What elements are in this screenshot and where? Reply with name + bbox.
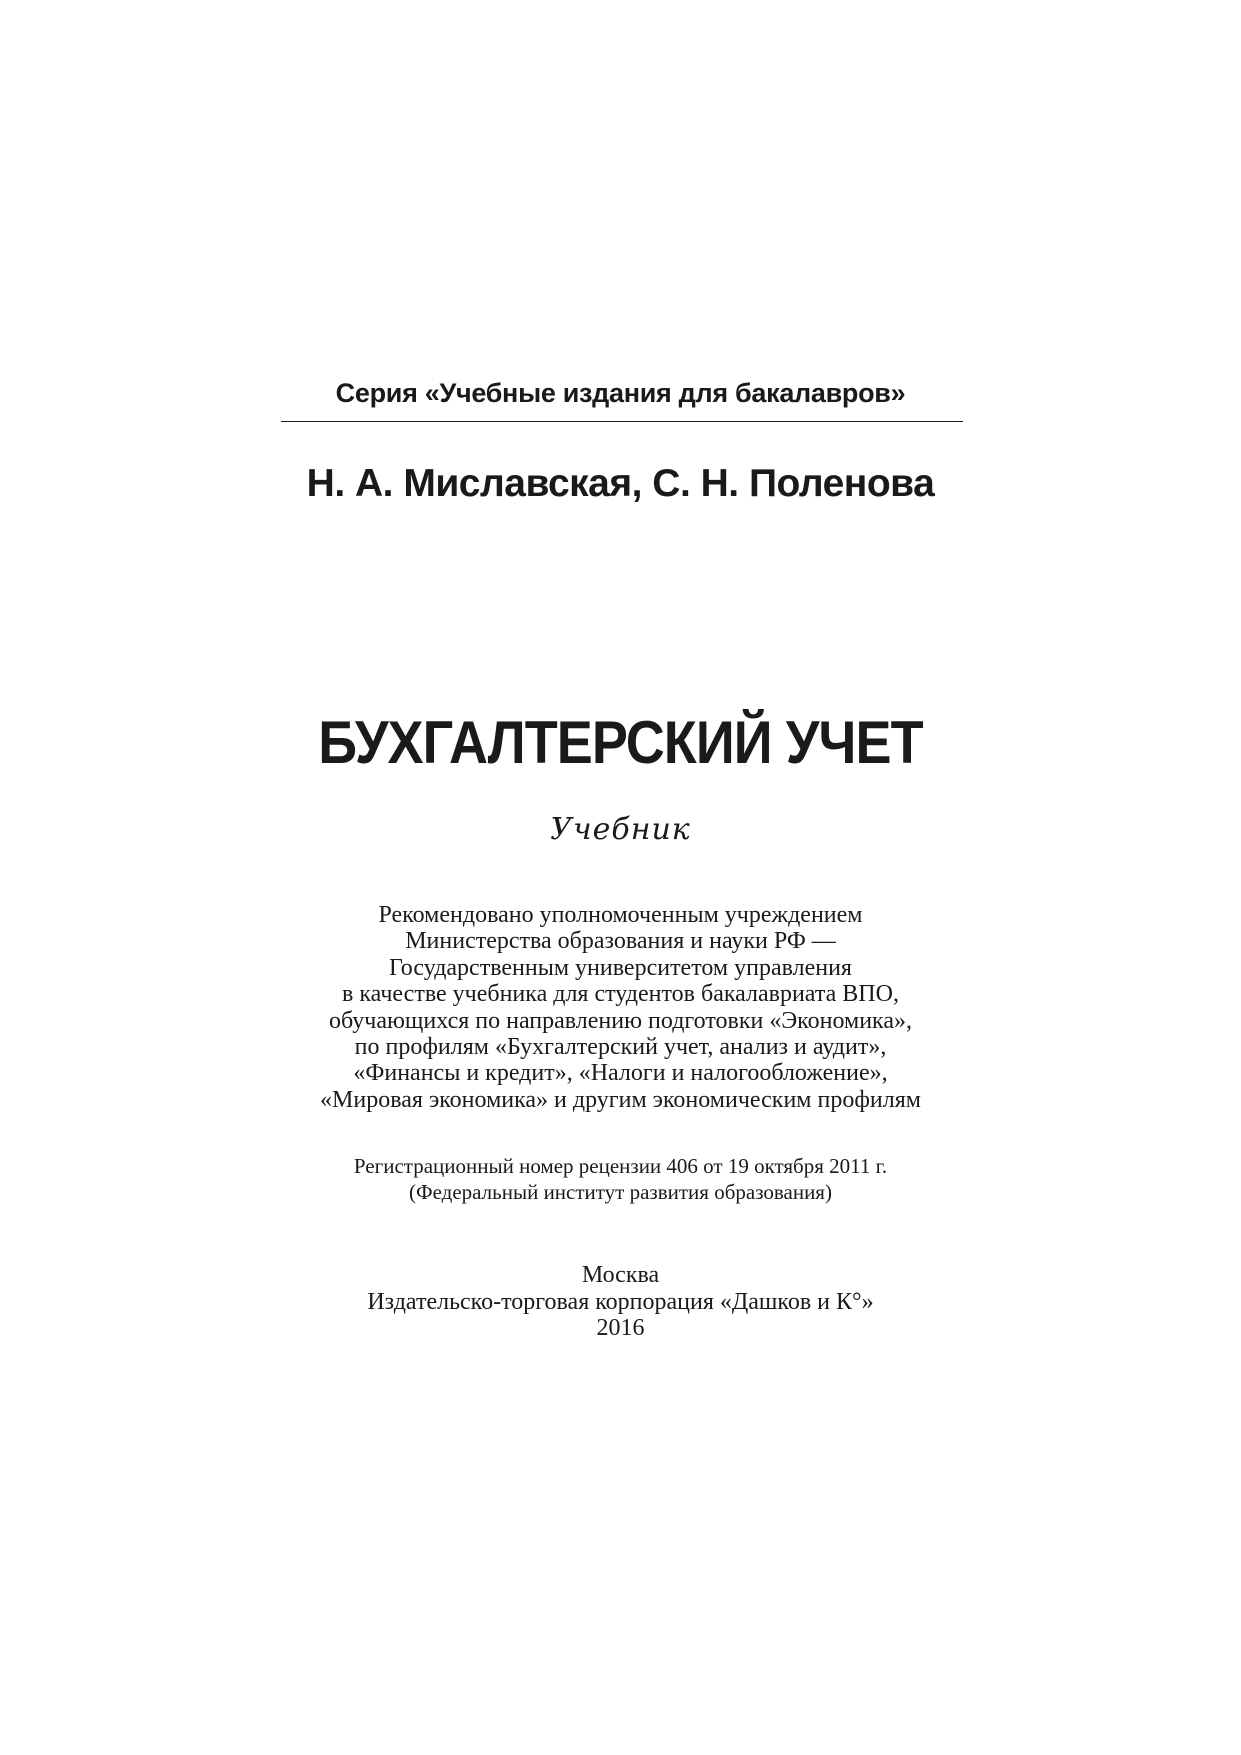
recommendation-line: в качестве учебника для студентов бакалавриата ВПО, [342, 981, 899, 1008]
registration-line: (Федеральный институт развития образования) [409, 1180, 832, 1204]
recommendation-line: Государственным университетом управления [389, 954, 852, 981]
imprint-city: Москва [581, 1262, 660, 1288]
recommendation-line: «Финансы и кредит», «Налоги и налогообложение», [353, 1060, 888, 1087]
imprint-year: 2016 [596, 1315, 645, 1341]
recommendation-line: Рекомендовано уполномоченным учреждением [378, 902, 863, 928]
series-title: Серия «Учебные издания для бакалавров» [335, 378, 906, 408]
book-subtitle: Учебник [550, 812, 691, 847]
registration-block [0, 1153, 1241, 1205]
registration-line: Регистрационный номер рецензии 406 от 19 октября 2011 г. [353, 1154, 888, 1178]
recommendation-line: по профилям «Бухгалтерский учет, анализ и аудит», [354, 1034, 887, 1061]
recommendation-line: «Мировая экономика» и другим экономическим профилям [320, 1086, 921, 1113]
series-divider [281, 421, 963, 422]
book-title: БУХГАЛТЕРСКИЙ УЧЕТ [318, 709, 923, 776]
imprint-block [0, 1262, 1241, 1342]
imprint-publisher: Издательско-торговая корпорация «Дашков и К°» [367, 1288, 874, 1315]
recommendation-line: Министерства образования и науки РФ — [405, 928, 836, 955]
authors: Н. А. Миславская, С. Н. Поленова [306, 462, 935, 505]
recommendation-block [0, 902, 1241, 1113]
recommendation-line: обучающихся по направлению подготовки «Экономика», [328, 1007, 912, 1034]
